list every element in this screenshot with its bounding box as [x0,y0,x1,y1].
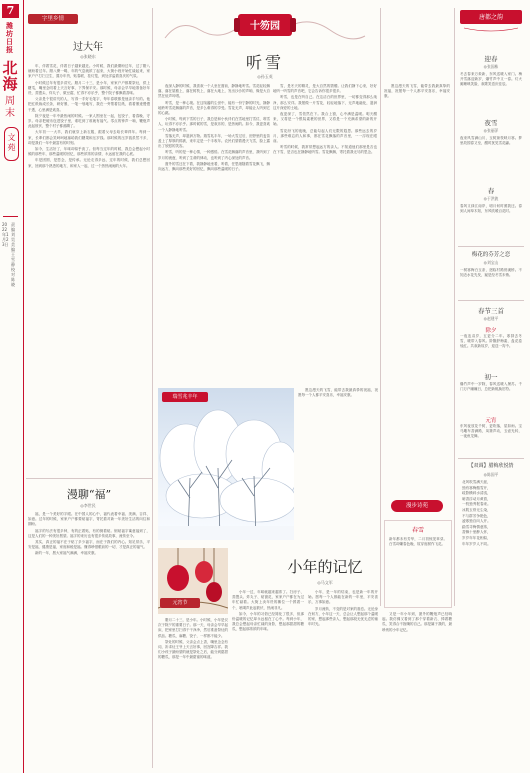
guonian-p4: 除夕夜是一年中最热闹的时候。一家人围坐在一起，包饺子，看春晚，守岁。母亲把硬币包进饺子里，谁吃到了谁就有福气。零点的钟声一响，鞭炮声此起彼伏，整个村子都沸腾了。 [28,113,150,129]
tingxue-p9: 夜更深了，雪依然在下。我合上窗，心中满是温暖。明天醒来，又将是一个银装素裹的世界，又将是一个充满希望的新的开始。 [273,112,377,127]
yexue-title: 夜雪 [484,119,498,127]
shuangdiao-title: 【双调】腊梅欣悦情 [468,463,514,469]
xiaonian-p1: 腊月二十三，是小年。小时候，小年是仅次于除夕的重要日子。那一天，母亲会早早起床，把家里打扫得干干净净，然后准备祭灶的供品。糖瓜、麻糖、饺子，一样都不能少。 [158,618,228,638]
chuxi-body: 一夜连双岁，五更分二年。寒辞去冬雪，暖带入春风。阶馥舒梅素，盘花卷烛红。共欢新故岁，迎送一宵中。 [460,334,522,349]
snow-landscape-photo [158,388,294,540]
xiaonian-p4: 如今，小年的习俗已经简化了很多，但那份温暖的记忆却永远留在了心中。每到小年，我总会想起母亲忙碌的身影，想起那甜甜的糖瓜，想起那浓浓的年味。 [232,611,304,632]
lantern-badge-text: 元宵节 [172,600,188,606]
shuangdiao-line-8: 凌寒独自向人开。 [462,519,491,524]
xiaonian-body-1 [158,618,228,768]
brand-sub: 周末 [5,96,15,119]
yexue-author: ◎张丽萍 [483,128,499,133]
shuangdiao-line-5: 一枝独秀报春来。 [462,502,491,507]
tingxue-p12: 愿这漫天的飞雪，能带去我最真挚的祝福，祝愿每一个人都平安喜乐，幸福安康。 [298,388,378,398]
shuangdiao-line-11: 岁岁年年花相似， [462,535,491,540]
paper-name: 潍坊日报 [6,21,13,54]
tingxue-p4: 雪落无声，却滋润万物。瑞雪兆丰年，一场大雪过后，田野里的麦苗盖上了厚厚的棉被，来年定是一个丰收年。农民们望着漫天飞雪，脸上露出了欣慰的笑容。 [158,133,270,149]
tingxue-p6: 窗外的雪还在下着，我静静地坐着，听着，任思绪随着雪花飘飞，飘向远方，飘向那些美好的回忆，飘向那些温暖的日子。 [158,161,270,172]
yingchun-author: ◎张国栋 [483,64,499,69]
shuangdiao-line-12: 年年岁岁人不同。 [462,541,491,546]
yexue-body: 夜来风雪满山川，玉树琼枝映月寒。梦里故园春又至，醒时犹见雪花翩。 [460,136,522,146]
shuangdiao-line-1: 北风吹雪满天涯， [462,480,491,484]
manshuo-title: 漫聊“福” [66,488,112,501]
shuangdiao-line-2: 独有寒梅傲雪开， [462,485,491,490]
brand-big: 北海 [2,59,18,93]
manshuo-p3: 其实，真正的福不在于贴了多少福字，而在于我们的内心。知足常乐，平安是福，健康是福，家庭和睦是福。懂得珍惜眼前的一切，才是真正的福气。 [28,540,150,550]
manshuo-p1: 福，是一个美好的字眼。在中国人的心中，福代表着幸福、美满、吉祥、如意。过年的时候，家家户户都要贴福字，寄托着对新一年美好生活的向往和期盼。 [28,512,150,527]
xiaonian-body-4 [382,612,452,768]
manshuo-author: ◎李世民 [80,503,96,508]
snow-tree-illustration [158,388,294,540]
poetry-stamp-text: 漫步诗苑 [405,503,428,509]
tingxue-body-bottom [298,388,378,538]
xiaonian-p5: 小年，是一年的结束，也是新一年的开始。愿每一个人都能在新的一年里，平安喜乐，万事如意。 [308,590,378,605]
guonian-body [28,64,150,474]
guonian-p5: 大年初一一大早，我们就穿上新衣服，跟着父母去给长辈拜年。每到一家，长辈们都会笑呵呵地塞给我们糖果和压岁钱。那时候的压岁钱虽然不多，却是我们一年中最富有的时刻。 [28,130,150,145]
meihua-body: 一树寒梅白玉条，迥临村路傍溪桥。不知近水花先发，疑是经冬雪未销。 [460,268,522,278]
guonian-p7: 年是团圆，是思念，是传承。无论走得多远，过年的时候，我们总想回家，回到那个熟悉的地方，和家人一起，过一个热热闹闹的大年。 [28,158,150,168]
xiaonian-p2: 祭灶的时候，父亲会点上香，嘴里念念有词，祈求灶王爷上天言好事，回宫降吉祥。我们小孩子最盼望的就是祭灶之后，能分到甜甜的糖瓜，那是一年中最甜蜜的味道。 [158,639,228,660]
shuangdiao-line-3: 疏影横斜水清浅， [462,491,491,496]
tingxue-title: 听雪 [245,53,284,72]
chunxue-box [384,520,452,608]
lantern-photo [158,548,228,614]
tang-badge-text: 唐都之韵 [478,14,503,21]
shihuyuan-label: 十笏园 [250,21,280,32]
poetry-stamp [382,500,452,514]
chunxue-body: 新年都未有芳华，二月初惊见草芽。白雪却嫌春色晚，故穿庭树作飞花。 [389,537,447,547]
tingxue-p1: 夜深人静的时候，我喜欢一个人坐在窗前，静静地听雪。雪花轻轻飘落，落在屋檐上，落在树枝上，落在大地上，发出沙沙的声响，像是大自然在低声吟唱。 [158,84,270,99]
tingxue-p8: 听雪，也是在听自己。在这洁白的世界里，一切都变得那么纯净，那么安详。我愿做一片雪花，轻轻地落下，无声地融化，滋润这片深爱的土地。 [273,95,377,110]
guonian-p3: 父亲是个很讲究的人，写得一手好毛笔字，每年春联都是他亲手写的。他把红纸裁成长条，研好墨，一笔一划地写，我在一旁帮着拉纸，看着墨迹慢慢干透，心里满是欢喜。 [28,97,150,112]
manshuo-p4: 新的一年，愿大家福气满满，幸福安康。 [35,551,98,556]
tingxue-p2: 听雪，是一种心境。在这喧嚣的尘世中，能有一份宁静的时光，静静地聆听雪花飘落的声音，是多么难得的享受。雪花无声，却能让人听到它的心跳。 [158,100,270,116]
tingxue-p10: 雪花纷飞的夜晚，总能勾起人们无限的遐思。那些远去的岁月，那些难忘的人和事，都在雪花飘落的声音里，一一浮现在眼前。 [273,128,377,144]
snow-badge-text: 瑞雪兆丰年 [172,394,198,400]
xiaonian-p3: 小年一过，年味就越来越浓了。扫房子、蒸馒头、炸丸子、贴窗花，家家户户都在为过年忙碌着。大街上卖年货的摊位一个挨着一个，吆喝声此起彼伏，热闹非凡。 [232,590,304,610]
shuangdiao-author: ◎陈国平 [483,472,499,477]
tingxue-p12-repeat: 愿这漫天的飞雪，能带去我最真挚的祝福，祝愿每一个人都平安喜乐，幸福安康。 [384,84,450,99]
tingxue-p7: 雪，是冬天的精灵，是大自然的馈赠。让我们静下心来，好好地听一听雪的声音吧，它会告诉你很多很多。 [273,84,377,94]
xiaonian-body-2 [232,590,304,768]
guonian-p1: 年，伴着雪花，伴着日子越来越近。小时候，我们最期盼过年，过了腊八就盼着过年。腊八粥一喝，年的气息就浓了起来，大街小巷开始忙碌起来，家家户户打扫卫生，置办年货，贴春联，挂灯笼，到处洋溢着喜庆的气氛。 [28,64,150,79]
badge-hometown [28,14,78,24]
tingxue-author: ◎孙玉英 [257,74,273,79]
section-name: 文苑 [7,133,16,152]
xiaonian-title: 小年的记忆 [287,558,363,576]
yingchun-title: 迎春 [484,55,498,63]
guonian-p6: 如今，生活好了，年味却似乎淡了。但每当过年的时候，我总会想起小时候的那些年，那些温暖的回忆，那些浓浓的亲情，永远留在我的心底。 [28,147,150,157]
masthead [0,0,22,773]
chuxi-title: 除夕 [485,328,497,334]
chunxue-title: 春雪 [411,527,424,534]
xiaonian-p6: 岁月流转，不变的是对家的眷恋。无论身在何方，小年这一天，总会让人想起那个温暖的家，想起那些亲人，想起那段无忧无虑的童年时光。 [308,606,378,627]
shuangdiao-line-4: 暗香浮动月黄昏， [462,496,491,501]
badge-hometown-text: 字里乡情 [41,16,64,22]
guonian-p2: 小时候过年有很多讲究。腊月二十三，是小年，家家户户都要祭灶，供上糖瓜，嘴里念叨着上天言好事，下界保平安。那时候，母亲会早早地准备好年货，蒸馒头、炸丸子、做豆腐，忙得不亦乐乎，整个院子都飘着香味。 [28,80,150,96]
yingchun-body: 冬去春来万象新，东风送暖入家门。梅开雪落迎新岁，爆竹声中又一春。灯火阑珊映笑脸，欢歌笑语庆佳辰。 [460,72,522,87]
tingxue-p5: 听雪，听的是一种心情，一种感悟。在雪花飘落的声音里，我听到了岁月的流逝，听到了生命的律动，也听到了内心深处的声音。 [158,150,270,160]
guonian-title: 过大年 [73,42,103,53]
chun-author: ◎于洪波 [483,196,499,201]
yuanxiao-body: 东风夜放花千树，更吹落，星如雨。宝马雕车香满路，凤箫声动，玉壶光转，一夜鱼龙舞。 [460,424,522,439]
xiaonian-author: ◎马文军 [317,580,333,585]
tingxue-p3: 小时候，每到下雪的日子，我总是和小伙伴们在雪地里打雪仗、堆雪人，玩得不亦乐乎。那时候的雪，是欢乐的，是热闹的。如今，我更喜欢一个人静静地听雪。 [158,117,270,132]
page-number: 7 [6,4,15,17]
xiaonian-body-3 [308,590,378,768]
tingxue-body-left [158,84,270,384]
xiaonian-p7: 又是一年小年到，窗外的鞭炮声已经响起。我仿佛又看到了那个穿着新衣、捧着糖瓜、笑得合不拢嘴的自己。那是属于我的，最珍贵的小年记忆。 [382,612,452,632]
yuanxiao-title: 元宵 [485,418,497,424]
meihua-author: ◎刘宝山 [483,260,499,265]
shuangdiao-line-9: 踏雪寻梅情意浓， [462,524,491,529]
snow-badge [162,392,208,402]
poetry-stamp-bg [391,500,443,512]
section-badge [4,127,19,161]
center-header-art [160,8,370,44]
staff-credits: 责编 刘昊 美编 王雪静 校对 陈晓 [11,222,15,287]
issue-date: 2022年1月23日 [2,222,9,247]
shuangdiao-line-7: 不与群芳争艳色， [462,513,491,518]
jieqi-title: 春节三首 [478,307,504,315]
tang-badge [460,10,522,32]
guonian-author: ◎张晓东 [80,54,96,59]
tingxue-p11: 听雪的时候，我常常想起远方的亲人。不知道他们那里是否也在下雪，是否也在静静地听雪。雪花飘飘，寄托着我无尽的思念。 [273,145,377,155]
chuyi-body: 爆竹声中一岁除，春风送暖入屠苏。千门万户曈曈日，总把新桃换旧符。 [460,382,522,392]
manshuo-p2: 福字的写法有很多种，有的正着贴，有的倒着贴。倒贴福字寓意福到了，这是人们的一种美好愿望。福字的来历也有很多传说故事，流传至今。 [28,528,150,538]
shuangdiao-line-6: 冰肌玉骨无尘染， [462,507,491,512]
shuangdiao-line-10: 香飘十里醉人怀， [462,530,491,535]
chuyi-title: 初一 [484,373,498,381]
chun-title: 春 [487,187,495,195]
jieqi-author: ◎赵建平 [483,316,499,321]
manshuo-body [28,512,150,768]
shuangdiao-lines [462,480,524,606]
page-number-block [2,4,19,18]
chun-body: 春风又绿江南岸，明月何时照我还。春到人间草木知，东风吹暖百花时。 [460,204,522,214]
leftnote-poem-body [384,84,450,384]
tingxue-body-mid [273,84,377,384]
lantern-badge [160,598,200,608]
meihua-title: 梅花的芬芳之恋 [471,252,511,258]
